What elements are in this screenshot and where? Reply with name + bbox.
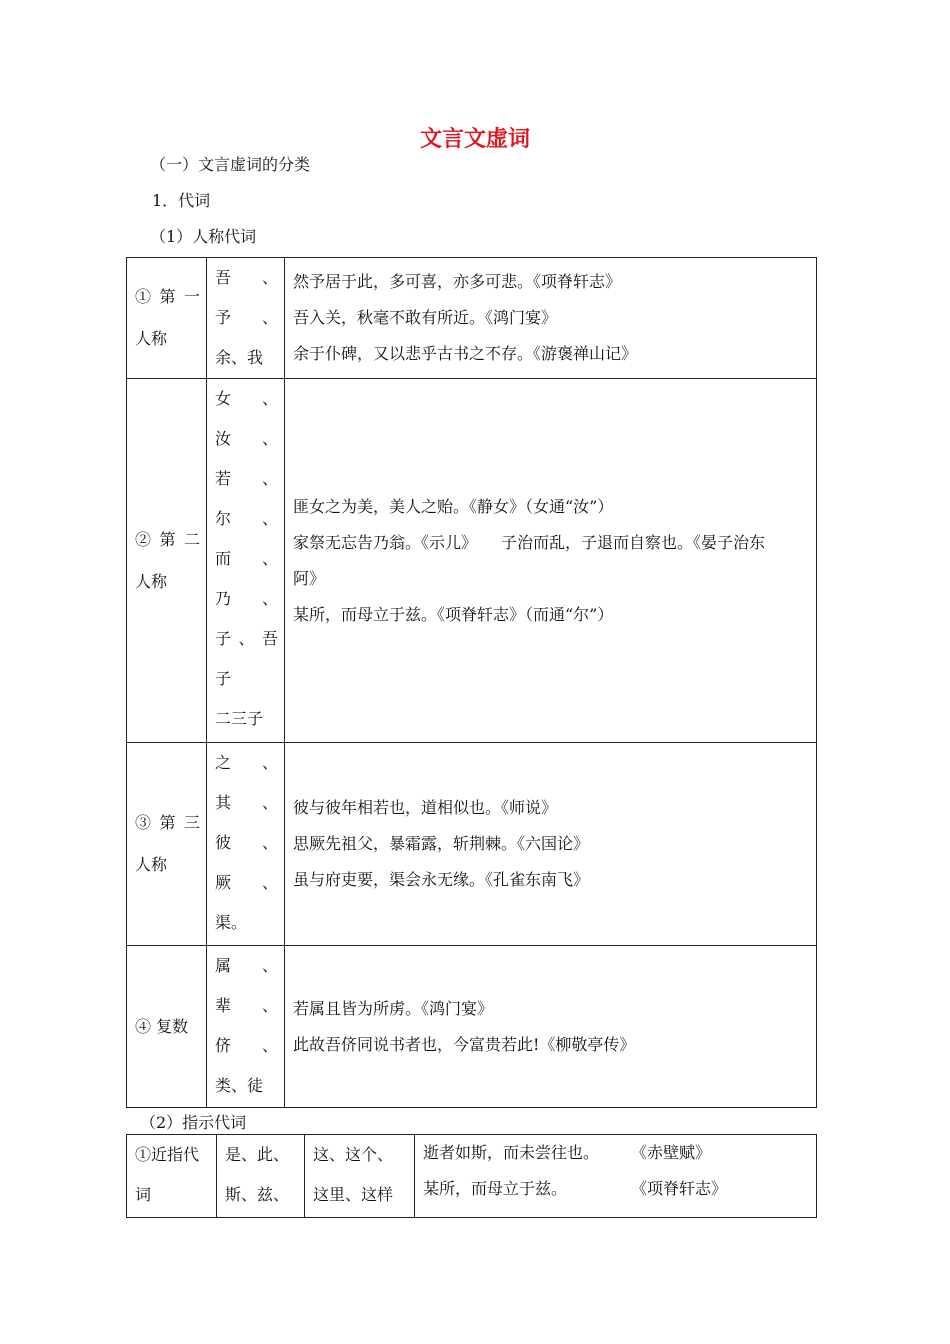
demonstrative-pronoun-table xyxy=(126,1134,817,1218)
examples-cell xyxy=(285,743,817,946)
subsection-heading-pronouns: 1．代词 xyxy=(152,191,211,210)
category-cell xyxy=(127,946,207,1108)
example-sentence: 某所，而母立于兹。《项脊轩志》（而通“尔”） xyxy=(293,604,614,624)
examples-cell xyxy=(285,379,817,743)
example-sentence: 阿》 xyxy=(293,568,326,588)
word-item: 其 、 xyxy=(215,793,278,812)
word-item: 侪 、 xyxy=(215,1036,278,1055)
word-item: 吾 、 xyxy=(215,268,278,287)
word-item: 女 、 xyxy=(215,389,278,408)
meaning-cell xyxy=(305,1135,415,1218)
example-sentence: 思厥先祖父，暴霜露，斩荆棘。《六国论》 xyxy=(293,834,590,853)
word-item: 子 xyxy=(215,669,232,688)
category-label: ① 第 一 xyxy=(135,287,200,306)
word-item: 汝 、 xyxy=(215,429,278,448)
category-cell xyxy=(127,1135,217,1218)
category-cell xyxy=(127,743,207,946)
word-item: 辈 、 xyxy=(215,996,278,1015)
personal-pronoun-table xyxy=(126,257,817,1108)
table-row xyxy=(127,379,817,743)
example-sentence: 余于仆碑，又以悲乎古书之不存。《游褒禅山记》 xyxy=(293,344,638,363)
category-label: ④ 复数 xyxy=(135,1016,189,1036)
examples-cell xyxy=(285,258,817,379)
word-item: 渠。 xyxy=(215,913,248,932)
examples-cell xyxy=(285,946,817,1108)
category-cell xyxy=(127,379,207,743)
section-heading: （一）文言虚词的分类 xyxy=(150,155,311,174)
word-item: 彼 、 xyxy=(215,833,278,852)
category-label: ③ 第 三 xyxy=(135,813,200,832)
word-item: 是、此、 xyxy=(225,1145,290,1164)
category-cell xyxy=(127,258,207,379)
category-label: 词 xyxy=(135,1185,152,1204)
example-sentence: 然予居于此，多可喜，亦多可悲。《项脊轩志》 xyxy=(293,272,622,291)
word-item: 余、我 xyxy=(215,348,264,367)
word-item: 予 、 xyxy=(215,308,278,327)
example-sentence: 彼与彼年相若也，道相似也。《师说》 xyxy=(293,798,558,817)
word-item: 类、徒 xyxy=(215,1076,264,1095)
example-sentence: 匪女之为美，美人之贻。《静女》（女通“汝”） xyxy=(293,496,614,516)
category-label: ①近指代 xyxy=(135,1145,200,1164)
word-item: 属 、 xyxy=(215,956,278,975)
example-sentence: 吾入关，秋毫不敢有所近。《鸿门宴》 xyxy=(293,308,558,327)
example-sentence: 家祭无忘告乃翁。《示儿》 子治而乱，子退而自察也。《晏子治东 xyxy=(293,532,766,552)
examples-cell xyxy=(415,1135,817,1218)
category-label: 人称 xyxy=(135,329,168,348)
word-item: 而 、 xyxy=(215,549,278,568)
example-sentence: 虽与府吏要，渠会永无缘。《孔雀东南飞》 xyxy=(293,870,590,889)
word-item: 乃 、 xyxy=(215,589,278,608)
category-label: 人称 xyxy=(135,571,168,591)
word-item: 斯、兹、 xyxy=(225,1185,290,1204)
example-sentence: 逝者如斯，而未尝往也。 《赤壁赋》 xyxy=(423,1143,712,1162)
category-label: 人称 xyxy=(135,855,168,874)
words-cell xyxy=(207,258,285,379)
word-item: 若 、 xyxy=(215,469,278,488)
page-title: 文言文虚词 xyxy=(419,127,530,152)
category-label: ② 第 二 xyxy=(135,529,200,549)
word-item: 厥 、 xyxy=(215,873,278,892)
word-item: 尔 、 xyxy=(215,509,278,528)
table-row xyxy=(127,1135,817,1218)
table-row xyxy=(127,946,817,1108)
table-row xyxy=(127,258,817,379)
example-sentence: 此故吾侪同说书者也，今富贵若此!《柳敬亭传》 xyxy=(293,1034,636,1054)
subsection-heading-personal: （1）人称代词 xyxy=(150,227,257,246)
words-cell xyxy=(217,1135,305,1218)
example-sentence: 若属且皆为所虏。《鸿门宴》 xyxy=(293,998,494,1018)
meaning-item: 这、这个、 xyxy=(313,1145,394,1164)
word-item: 二三子 xyxy=(215,709,264,728)
table-row xyxy=(127,743,817,946)
words-cell xyxy=(207,743,285,946)
word-item: 子、吾 xyxy=(215,629,278,648)
subsection-heading-demonstrative: （2）指示代词 xyxy=(140,1113,247,1132)
meaning-item: 这里、这样 xyxy=(313,1185,394,1204)
words-cell xyxy=(207,379,285,743)
word-item: 之 、 xyxy=(215,753,278,772)
example-sentence: 某所，而母立于兹。 《项脊轩志》 xyxy=(423,1179,728,1198)
words-cell xyxy=(207,946,285,1108)
